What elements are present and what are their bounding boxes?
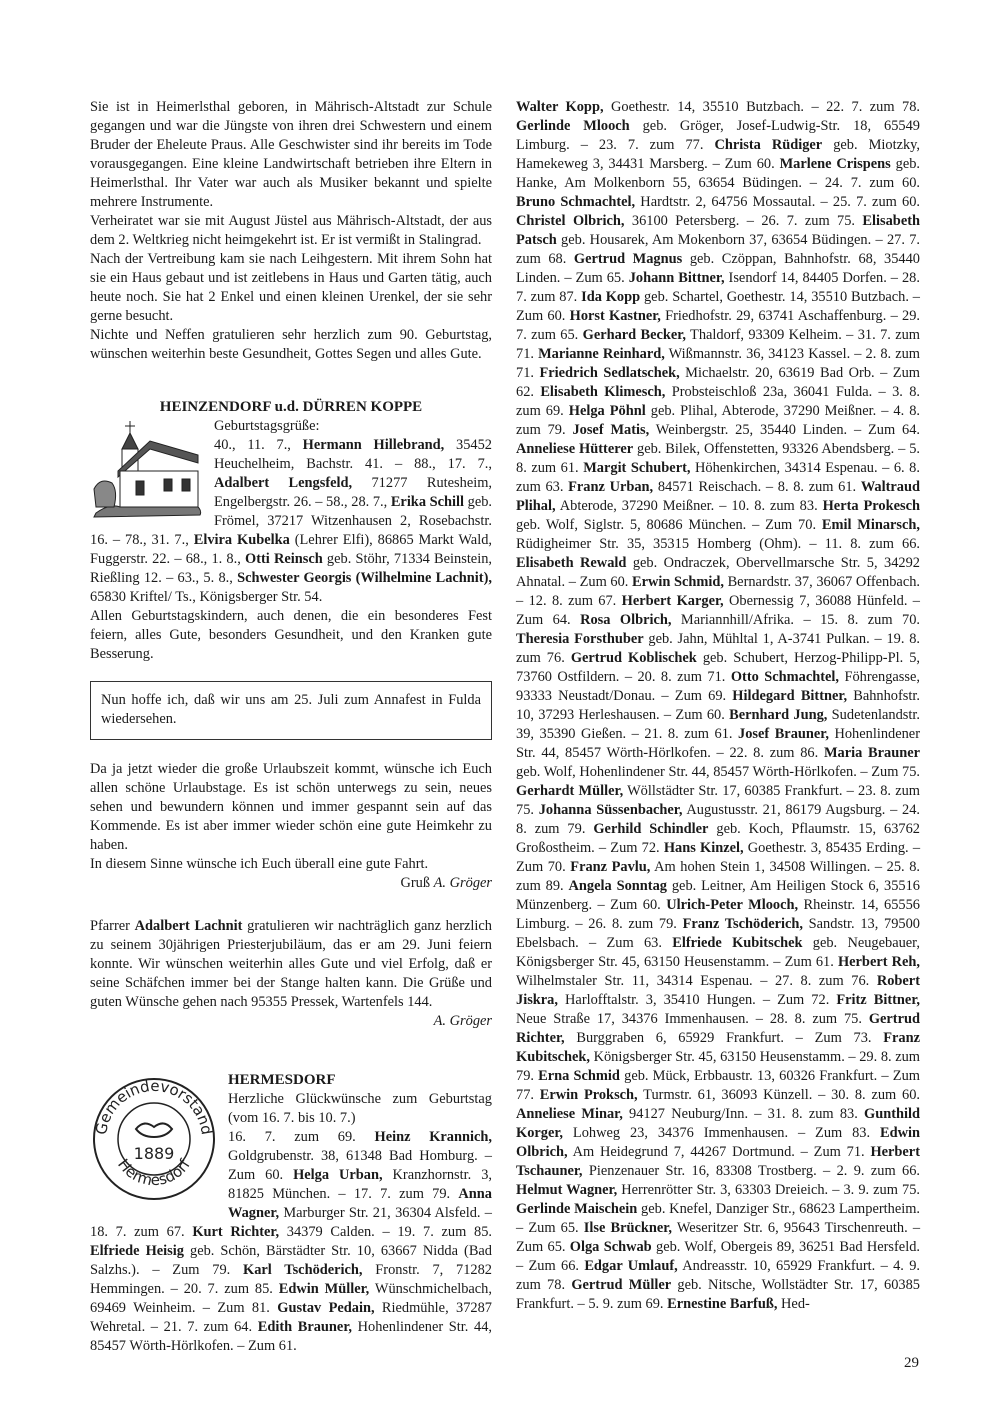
person-name: Herta Prokesch bbox=[822, 498, 920, 514]
person-name: Franz Kubitschek, bbox=[516, 1030, 920, 1065]
person-name: Edwin Müller, bbox=[278, 1281, 370, 1297]
person-name: Otti Reinsch bbox=[245, 551, 323, 567]
entry-text: Sandstr. 13, 79500 Ebelsbach. – Zum 63. bbox=[516, 916, 920, 951]
entry-text: geb. Plihal, Abterode, 37290 Meißner. – 4. 8. zum 79. bbox=[516, 403, 920, 438]
person-name: Gertrud Richter, bbox=[516, 1011, 920, 1046]
entry-text: Bernardstr. 37, 36067 Offenbach. – 12. 8. zum 67. bbox=[516, 574, 920, 609]
entry-text: Weseritzer Str. 6, 95643 Tirschenreuth. – Zum 65. bbox=[516, 1220, 921, 1255]
person-name: Anneliese Minar, bbox=[516, 1106, 623, 1122]
person-name: Erika Schill bbox=[390, 494, 465, 510]
signature: A. Gröger bbox=[433, 1013, 492, 1029]
entry-text: Am hohen Stein 1, 34508 Willingen. – 25. 8. zum 89. bbox=[516, 859, 920, 894]
person-name: Johann Bittner, bbox=[628, 270, 725, 286]
entry-text: Friedhofstr. 29, 63741 Aschaffenburg. – 29. 7. zum 65. bbox=[516, 308, 920, 343]
person-name: Elisabeth Klimesch, bbox=[540, 384, 666, 400]
person-name: Elfriede Heisig bbox=[90, 1243, 184, 1259]
entry-text: geb. Jahn, Mühltal 1, A-3741 Pulkan. – 19. 8. zum 76. bbox=[516, 631, 920, 666]
entry-text: geb. Schartel, Goethestr. 14, 35510 Butzbach. – Zum 60. bbox=[516, 289, 920, 324]
right-column bbox=[516, 98, 920, 1314]
entry-text: Am Heidegrund 7, 44267 Dortmund. – Zum 71. bbox=[567, 1144, 871, 1160]
person-name: Gertrud Müller bbox=[571, 1277, 672, 1293]
intro-paragraph: Nichte und Neffen gratulieren sehr herzlich zum 90. Geburtstag, wünschen weiterhin beste Gesundheit, Gottes Segen und alles Gute. bbox=[90, 327, 492, 362]
person-name: Gertrud Koblischek bbox=[570, 650, 697, 666]
seal-bottom-text: Hermesdorf bbox=[114, 1155, 194, 1190]
entry-text: Probsteischloß 23a, 36041 Fulda. – 3. 8. zum 69. bbox=[516, 384, 921, 419]
entry-text: Wöllstädter Str. 17, 60385 Frankfurt. – 23. 8. zum 75. bbox=[516, 783, 920, 818]
person-name: Friedrich Sedlatschek, bbox=[539, 365, 680, 381]
entry-text: Abterode, 37290 Meißner. – 10. 8. zum 83. bbox=[555, 498, 823, 514]
person-name: Maria Brauner bbox=[823, 745, 921, 761]
entry-text: Neue Straße 17, 34376 Immenhausen. – 28. 8. zum 75. bbox=[516, 1011, 869, 1027]
person-name: Angela Sonntag bbox=[568, 878, 667, 894]
pfarrer-paragraph: Pfarrer Adalbert Lachnit gratulieren wir nachträglich ganz herzlich zu seinem 30jährigen Priesterjubiläum, das er am 29. Juni feiern konnte. Wir wünschen weiterhin alles Gute und viel Erfolg, daß er seine Schäfchen immer bei der Stange halten kann. Die Grüße und guten Wünsche gehen nach 95355 Pressek, Wartenfels 144. bbox=[90, 918, 493, 1010]
trip-paragraph: In diesem Sinne wünsche ich Euch überall eine gute Fahrt. bbox=[90, 856, 429, 872]
entry-text: geb. Ondraczek, Obervellmarsche Str. 5, 34292 Ahnatal. – Zum 60. bbox=[516, 555, 920, 590]
hermesdorf-heading: HERMESDORF bbox=[228, 1072, 336, 1088]
person-name: Edwin Olbrich, bbox=[516, 1125, 920, 1160]
entry-text: Königsberger Str. 45, 63150 Heusenstamm. – 29. 8. zum 79. bbox=[516, 1049, 920, 1084]
entry-text: Bahnhofstr. 10, 37293 Herleshausen. – Zum 60. bbox=[516, 688, 920, 723]
wish-paragraph: Allen Geburtstagskindern, auch denen, die ein besonderes Fest feiern, alles Gute, besonders Gesundheit, und den Kranken gute Besserung. bbox=[90, 608, 492, 662]
person-name: Kurt Richter, bbox=[192, 1224, 280, 1240]
person-name: Ulrich-Peter Mlooch, bbox=[666, 897, 799, 913]
entry-text: geb. Gröger, Josef-Ludwig-Str. 18, 65549 Limburg. – 23. 7. zum 77. bbox=[516, 118, 920, 153]
page-number: 29 bbox=[904, 1355, 919, 1371]
person-name: Herbert Tschauner, bbox=[516, 1144, 920, 1179]
person-name: Bernhard Jung, bbox=[729, 707, 828, 723]
person-name: Elvira Kubelka bbox=[193, 532, 290, 548]
person-name: Bruno Schmachtel, bbox=[516, 194, 636, 210]
hermesdorf-section: Gemeindevorstand Hermesdorf 1889 HERMESDORF Herzliche Glückwünsche zum Geburtstag (vom 16. 7. bis 10. 7.) 16. 7. zum 69. Heinz Krannich, Goldgrubenstr. 38, 61348 Bad Homburg. – Zum 60. Helga Urban, Kranzhornstr. 3, 81825 München. – 17. 7. zum 79. Anna Wagner, Marburger Str. 21, 36304 Alsfeld. – 18. 7. zum 67. Kurt Richter, 34379 Calden. – 19. 7. zum 85. Elfriede Heisig geb. Schön, Bärstädter Str. 10, 63667 Nidda (Bad Salzhs.). – Zum 79. Karl Tschöderich, Fronstr. 7, 71282 Hemmingen. – 20. 7. zum 85. Edwin Müller, Wünschmichelbach, 69469 Weinheim. – Zum 81. Gustav Pedain, Riedmühle, 37287 Wehretal. – 21. 7. zum 64. Edith Brauner, Hohenlindener Str. 44, 85457 Wörth-Hörlkofen. – Zum 61. bbox=[90, 1072, 493, 1354]
entry-text: Augustusstr. 21, 86179 Augsburg. – 24. 8. zum 79. bbox=[516, 802, 920, 837]
person-name: Anna Wagner, bbox=[228, 1186, 492, 1221]
annafest-box: Nun hoffe ich, daß wir uns am 25. Juli zum Annafest in Fulda wiedersehen. bbox=[90, 681, 492, 740]
person-name: Franz Pavlu, bbox=[570, 859, 651, 875]
entry-text: Thaldorf, 93309 Kelheim. – 31. 7. zum 71. bbox=[516, 327, 920, 362]
person-name: Hans Kinzel, bbox=[663, 840, 744, 856]
person-name: Franz Tschöderich, bbox=[682, 916, 803, 932]
intro-paragraph: Nach der Vertreibung kam sie nach Leihgestern. Mit ihrem Sohn hat sie ein Haus gebaut und ist zeitlebens in Haus und Garten tätig, auch heute noch. Sie hat 2 Enkel und einen kleinen Urenkel, der sie sehr gerne besucht. bbox=[90, 251, 492, 324]
entry-text: Lohweg 23, 34376 Immenhausen. – Zum 83. bbox=[563, 1125, 880, 1141]
person-name: Gerhardt Müller, bbox=[516, 783, 624, 799]
person-name: Helga Pöhnl bbox=[568, 403, 646, 419]
seal-top-text: Gemeindevorstand bbox=[92, 1076, 216, 1137]
person-name: Horst Kastner, bbox=[569, 308, 661, 324]
entry-text: geb. Leitner, Am Heiligen Stock 6, 35516 Münzenberg. – Zum 60. bbox=[516, 878, 920, 913]
entry-text: Michaelstr. 20, 63619 Bad Orb. – Zum 62. bbox=[516, 365, 920, 400]
person-name: Elfriede Kubitschek bbox=[672, 935, 803, 951]
person-name: Erwin Schmid, bbox=[631, 574, 724, 590]
person-name: Herbert Karger, bbox=[621, 593, 724, 609]
person-name: Theresia Forsthuber bbox=[516, 631, 644, 647]
entry-text: geb. Wolf, Hohenlindener Str. 44, 85457 Wörth-Hörlkofen. – Zum 75. bbox=[516, 764, 920, 780]
entry-text: Wilhelmstaler Str. 11, 34314 Espenau. – 27. 8. zum 76. bbox=[516, 973, 877, 989]
person-name: Edith Brauner, bbox=[257, 1319, 352, 1335]
entry-text: geb. Wolf, Obergeis 89, 36251 Bad Hersfeld. – Zum 66. bbox=[516, 1239, 920, 1274]
entry-text: Goethestr. 3, 85435 Erding. – Zum 70. bbox=[516, 840, 921, 875]
greeting-label: Herzliche Glückwünsche zum Geburtstag (vom 16. 7. bis 10. 7.) bbox=[228, 1091, 492, 1126]
entry-text: Turmstr. 61, 36093 Künzell. – 30. 8. zum 60. bbox=[637, 1087, 920, 1103]
entry-text: Hardtstr. 2, 64756 Mossautal. – 25. 7. zum 60. bbox=[635, 194, 921, 210]
entry-text: Wißmannstr. 36, 34123 Kassel. – 2. 8. zum 71. bbox=[516, 346, 920, 381]
entry-text: 36100 Petersberg. – 26. 7. zum 75. bbox=[624, 213, 863, 229]
intro-paragraph: Verheiratet war sie mit August Jüstel aus Mährisch-Altstadt, der aus dem 2. Weltkrieg nicht heimgekehrt ist. Er ist vermißt in Stalingrad. bbox=[90, 213, 492, 248]
entry-text: geb. Mück, Erbbaustr. 13, 60326 Frankfurt. – Zum 77. bbox=[516, 1068, 920, 1103]
entry-text: geb. Miotzky, Hamekeweg 3, 34431 Marsberg. – Zum 60. bbox=[516, 137, 921, 172]
person-name: Erna Schmid bbox=[538, 1068, 620, 1084]
entry-text: Isendorf 14, 84405 Dorfen. – 28. 7. zum 87. bbox=[516, 270, 920, 305]
entry-text: Mariannhill/Afrika. – 15. 8. zum 70. bbox=[671, 612, 920, 628]
person-name: Adalbert Lengsfeld, bbox=[214, 475, 353, 491]
person-name: Helga Urban, bbox=[293, 1167, 383, 1183]
person-name: Walter Kopp, bbox=[516, 99, 604, 115]
chapel-illustration bbox=[90, 419, 204, 519]
person-name: Gerhard Becker, bbox=[582, 327, 686, 343]
entry-text: 94127 Neuburg/Inn. – 31. 8. zum 83. bbox=[622, 1106, 865, 1122]
person-name: Hildegard Bittner, bbox=[732, 688, 848, 704]
person-name: Gustav Pedain, bbox=[277, 1300, 375, 1316]
entry-text: Föhrengasse, 93333 Neustadt/Donau. – Zum 69. bbox=[516, 669, 920, 704]
person-name: Anneliese Hütterer bbox=[516, 441, 634, 457]
person-name: Josef Brauner, bbox=[738, 726, 829, 742]
heinzendorf-heading: HEINZENDORF u.d. DÜRREN KOPPE bbox=[159, 399, 423, 415]
entry-text: Höhenkirchen, 34314 Espenau. – 6. 8. zum 63. bbox=[516, 460, 920, 495]
seal-year: 1889 bbox=[133, 1144, 175, 1163]
person-name: Gunthild Korger, bbox=[516, 1106, 921, 1141]
entry-text: Sudetenlandstr. 39, 35390 Gießen. – 21. 8. zum 61. bbox=[516, 707, 921, 742]
entry-text: Harlofftalstr. 3, 35410 Hungen. – Zum 72. bbox=[557, 992, 837, 1008]
person-name: Karl Tschöderich, bbox=[243, 1262, 363, 1278]
entry-text: Andreasstr. 10, 65929 Frankfurt. – 4. 9. zum 78. bbox=[516, 1258, 921, 1293]
person-name: Olga Schwab bbox=[569, 1239, 652, 1255]
person-name: Waltraud Plihal, bbox=[516, 479, 920, 514]
person-name: Elisabeth Rewald bbox=[516, 555, 627, 571]
greeting-label: Geburtstagsgrüße: bbox=[214, 418, 320, 434]
person-name: Ida Kopp bbox=[581, 289, 641, 305]
person-name: Helmut Wagner, bbox=[516, 1182, 618, 1198]
person-name: Gerhild Schindler bbox=[593, 821, 709, 837]
entry-text: Hohenlindener Str. 44, 85457 Wörth-Hörlkofen. – 22. 8. zum 86. bbox=[516, 726, 920, 761]
person-name: Margit Schubert, bbox=[583, 460, 691, 476]
person-name: Heinz Krannich, bbox=[374, 1129, 492, 1145]
person-name: Elisabeth Patsch bbox=[516, 213, 920, 248]
entry-text: geb. Neugebauer, Königsberger Str. 45, 63150 Heusenstamm. – Zum 61. bbox=[516, 935, 920, 970]
person-name: Schwester Georgis (Wilhelmine Lachnit), bbox=[237, 570, 492, 586]
entry-text: Rüdigheimer Str. 35, 35315 Homberg (Ohm). – 11. 8. zum 66. bbox=[516, 536, 920, 552]
person-name: Adalbert Lachnit bbox=[134, 918, 243, 934]
person-name: Edgar Umlauf, bbox=[584, 1258, 678, 1274]
entry-text: Burggraben 6, 65929 Frankfurt. – Zum 73. bbox=[564, 1030, 884, 1046]
left-column bbox=[90, 98, 492, 1356]
entry-text: geb. Wolf, Siglstr. 5, 80686 München. – Zum 70. bbox=[516, 517, 822, 533]
entry-text: Weinbergstr. 25, 35440 Linden. – Zum 64. bbox=[649, 422, 920, 438]
entry-text: Rheinstr. 14, 65556 Limburg. – 26. 8. zum 79. bbox=[516, 897, 920, 932]
person-name: Ernestine Barfuß, bbox=[667, 1296, 778, 1312]
entry-text: geb. Housarek, Am Mokenborn 37, 63654 Büdingen. – 27. 7. zum 68. bbox=[516, 232, 920, 267]
person-name: Emil Minarsch, bbox=[821, 517, 921, 533]
person-name: Herbert Reh, bbox=[837, 954, 920, 970]
person-name: Josef Matis, bbox=[572, 422, 650, 438]
entry-text: geb. Nitsche, Wollstädter Str. 17, 60385 Frankfurt. – 5. 9. zum 69. bbox=[516, 1277, 920, 1312]
person-name: Marianne Reinhard, bbox=[538, 346, 665, 362]
entry-text: Herrenrötter Str. 3, 63303 Dreieich. – 3. 9. zum 75. bbox=[617, 1182, 920, 1198]
person-name: Robert Jiskra, bbox=[516, 973, 920, 1008]
person-name: Gerlinde Maischein bbox=[516, 1201, 638, 1217]
entry-text: geb. Bilek, Offenstetten, 93326 Abendsberg. – 5. 8. zum 61. bbox=[516, 441, 921, 476]
summer-paragraph: Da ja jetzt wieder die große Urlaubszeit kommt, wünsche ich Euch allen schöne Urlaubstage. Es ist schön unterwegs zu sein, neues sehen und bewundern können und immer gespannt sein auf das Kommende. Es ist aber immer wieder schön eine gute Heimkehr zu haben. bbox=[90, 761, 492, 853]
person-name: Ilse Brückner, bbox=[583, 1220, 672, 1236]
community-seal bbox=[90, 1073, 218, 1203]
entry-text: 84571 Reischach. – 8. 8. zum 61. bbox=[653, 479, 861, 495]
person-name: Marlene Crispens bbox=[779, 156, 891, 172]
entry-text: geb. Knefel, Danziger Str., 68623 Lampertheim. – Zum 65. bbox=[516, 1201, 920, 1236]
entry-text: geb. Hanke, Am Molkenborn 55, 63654 Büdingen. – 24. 7. zum 60. bbox=[516, 156, 921, 191]
entry-text: geb. Koch, Pflaumstr. 15, 63762 Großostheim. – Zum 72. bbox=[516, 821, 920, 856]
entry-text: Goethestr. 14, 35510 Butzbach. – 22. 7. zum 78. bbox=[603, 99, 921, 115]
heinzendorf-section: Geburtstagsgrüße: 40., 11. 7., Hermann Hillebrand, 35452 Heuchelheim, Bachstr. 41. – 88., 17. 7., Adalbert Lengsfeld, 71277 Rutesheim, Engelbergstr. 26. – 58., 28. 7., Erika Schill geb. Frömel, 37217 Witzenhausen 2, Rosebachstr. 16. – 78., 31. 7., Elvira Kubelka (Lehrer Elfi), 86865 Markt Wald, Fuggerstr. 22. – 68., 1. 8., Otti Reinsch geb. Stöhr, 71334 Beinstein, Rießling 12. – 63., 5. 8., Schwester Georgis (Wilhelmine Lachnit), 65830 Kriftel/ Ts., Königsberger Str. 54. bbox=[90, 418, 492, 605]
entry-text: geb. Czöppan, Bahnhofstr. 68, 35440 Linden. – Zum 65. bbox=[516, 251, 920, 286]
person-name: Christa Rüdiger bbox=[714, 137, 823, 153]
person-name: Rosa Olbrich, bbox=[580, 612, 672, 628]
person-name: Gertrud Magnus bbox=[573, 251, 683, 267]
intro-paragraph: Sie ist in Heimerlsthal geboren, in Mährisch-Altstadt zur Schule gegangen und war die Jüngste von ihren drei Schwestern und einem Bruder der Eheleute Praus. Alle Geschwister sind ihr bereits im Tode vorausgegangen. Eine kleine Landwirtschaft betrieben ihre Eltern in Heimerlsthal. Ihr Vater war auch als Musiker bekannt und spielte mehrere Instrumente. bbox=[90, 99, 492, 210]
person-name: Fritz Bittner, bbox=[836, 992, 920, 1008]
entry-text: geb. Schubert, Herzog-Philipp-Pl. 5, 73760 Ostfildern. – 20. 8. zum 71. bbox=[516, 650, 920, 685]
entry-text: Hed- bbox=[777, 1296, 810, 1312]
person-name: Franz Urban, bbox=[568, 479, 654, 495]
person-name: Otto Schmachtel, bbox=[730, 669, 839, 685]
entry-text: Pienzenauer Str. 16, 83308 Trostberg. – 2. 9. zum 66. bbox=[582, 1163, 920, 1179]
person-name: Hermann Hillebrand, bbox=[302, 437, 445, 453]
entry-text: Obernessig 7, 36088 Hünfeld. – Zum 64. bbox=[516, 593, 921, 628]
person-name: Erwin Proksch, bbox=[539, 1087, 638, 1103]
signature: Gruß A. Gröger bbox=[400, 875, 492, 891]
birthday-list bbox=[516, 98, 920, 1314]
person-name: Gerlinde Mlooch bbox=[516, 118, 630, 134]
person-name: Christel Olbrich, bbox=[516, 213, 625, 229]
person-name: Johanna Süssenbacher, bbox=[538, 802, 683, 818]
